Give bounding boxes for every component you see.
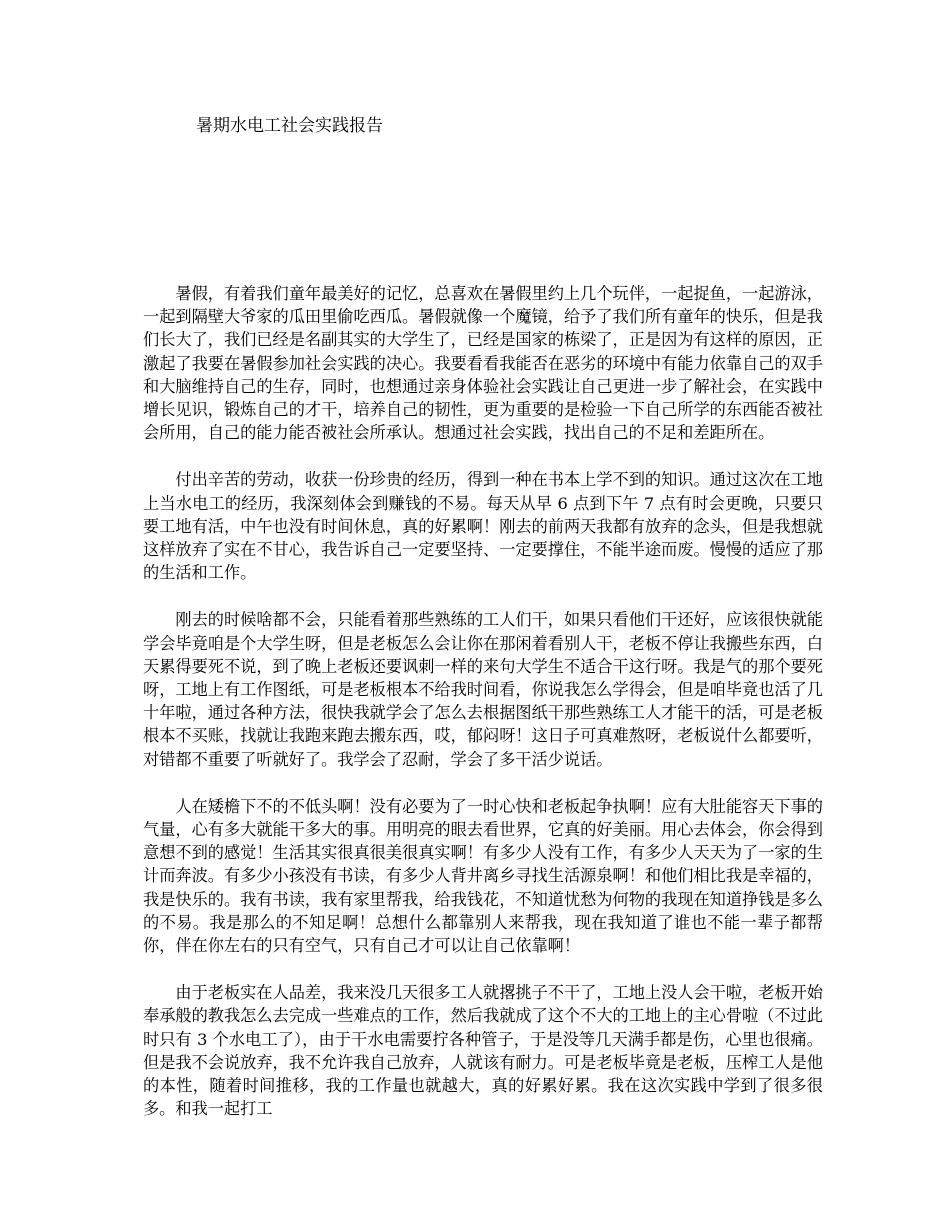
paragraph-5: 由于老板实在人品差，我来没几天很多工人就撂挑子不干了，工地上没人会干啦，老板开始奉承般的教我怎么去完成一些难点的工作，然后我就成了这个不大的工地上的主心骨啦（不过此时只有 3 个水电工了），由于干水电需要拧各种管子，于是没等几天满手都是伤，心里也很痛。但是我不会说放弃，我不允许我自己放弃，人就该有耐力。可是老板毕竟是老板，压榨工人是他的本性，随着时间推移，我的工作量也就越大，真的好累好累。我在这次实践中学到了很多很多。和我一起打工: [143, 983, 823, 1119]
paragraph-4: 人在矮檐下不的不低头啊！没有必要为了一时心快和老板起争执啊！应有大肚能容天下事的气量，心有多大就能干多大的事。用明亮的眼去看世界，它真的好美丽。用心去体会，你会得到意想不到的感觉！生活其实很真很美很真实啊！有多少人没有工作，有多少人天天为了一家的生计而奔波。有多少小孩没有书读，有多少人背井离乡寻找生活源泉啊！和他们相比我是幸福的，我是快乐的。我有书读，我有家里帮我，给我钱花，不知道忧愁为何物的我现在知道挣钱是多么的不易。我是那么的不知足啊！总想什么都靠别人来帮我，现在我知道了谁也不能一辈子都帮你，伴在你左右的只有空气，只有自己才可以让自己依靠啊！: [143, 796, 823, 956]
paragraph-1: 暑假，有着我们童年最美好的记忆，总喜欢在暑假里约上几个玩伴，一起捉鱼，一起游泳，一起到隔壁大爷家的瓜田里偷吃西瓜。暑假就像一个魔镜，给予了我们所有童年的快乐，但是我们长大了，我们已经是名副其实的大学生了，已经是国家的栋梁了，正是因为有这样的原因，正激起了我要在暑假参加社会实践的决心。我要看看我能否在恶劣的环境中有能力依靠自己的双手和大脑维持自己的生存，同时，也想通过亲身体验社会实践让自己更进一步了解社会，在实践中增长见识，锻炼自己的才干，培养自己的韧性，更为重要的是检验一下自己所学的东西能否被社会所用，自己的能力能否被社会所承认。想通过社会实践，找出自己的不足和差距所在。: [143, 284, 823, 443]
document-title: 暑期水电工社会实践报告: [196, 116, 383, 136]
paragraph-3: 刚去的时候啥都不会，只能看着那些熟练的工人们干，如果只看他们干还好，应该很快就能学会毕竟咱是个大学生呀，但是老板怎么会让你在那闲着看别人干，老板不停让我搬些东西，白天累得要死不说，到了晚上老板还要讽刺一样的来句大学生不适合干这行呀。我是气的那个要死呀，工地上有工作图纸，可是老板根本不给我时间看，你说我怎么学得会，但是咱毕竟也活了几十年啦，通过各种方法，很快我就学会了怎么去根据图纸干那些熟练工人才能干的活，可是老板根本不买账，找就让我跑来跑去搬东西，哎，郁闷呀！这日子可真难熬呀，老板说什么都要听，对错都不重要了听就好了。我学会了忍耐，学会了多干活少说话。: [143, 610, 823, 769]
paragraph-2: 付出辛苦的劳动，收获一份珍贵的经历，得到一种在书本上学不到的知识。通过这次在工地上当水电工的经历，我深刻体会到赚钱的不易。每天从早 6 点到下午 7 点有时会更晚，只要只要工地有活，中午也没有时间休息，真的好累啊！刚去的前两天我都有放弃的念头，但是我想就这样放弃了实在不甘心，我告诉自己一定要坚持、一定要撑住，不能半途而废。慢慢的适应了那的生活和工作。: [143, 470, 823, 583]
document-body: [143, 282, 823, 1121]
